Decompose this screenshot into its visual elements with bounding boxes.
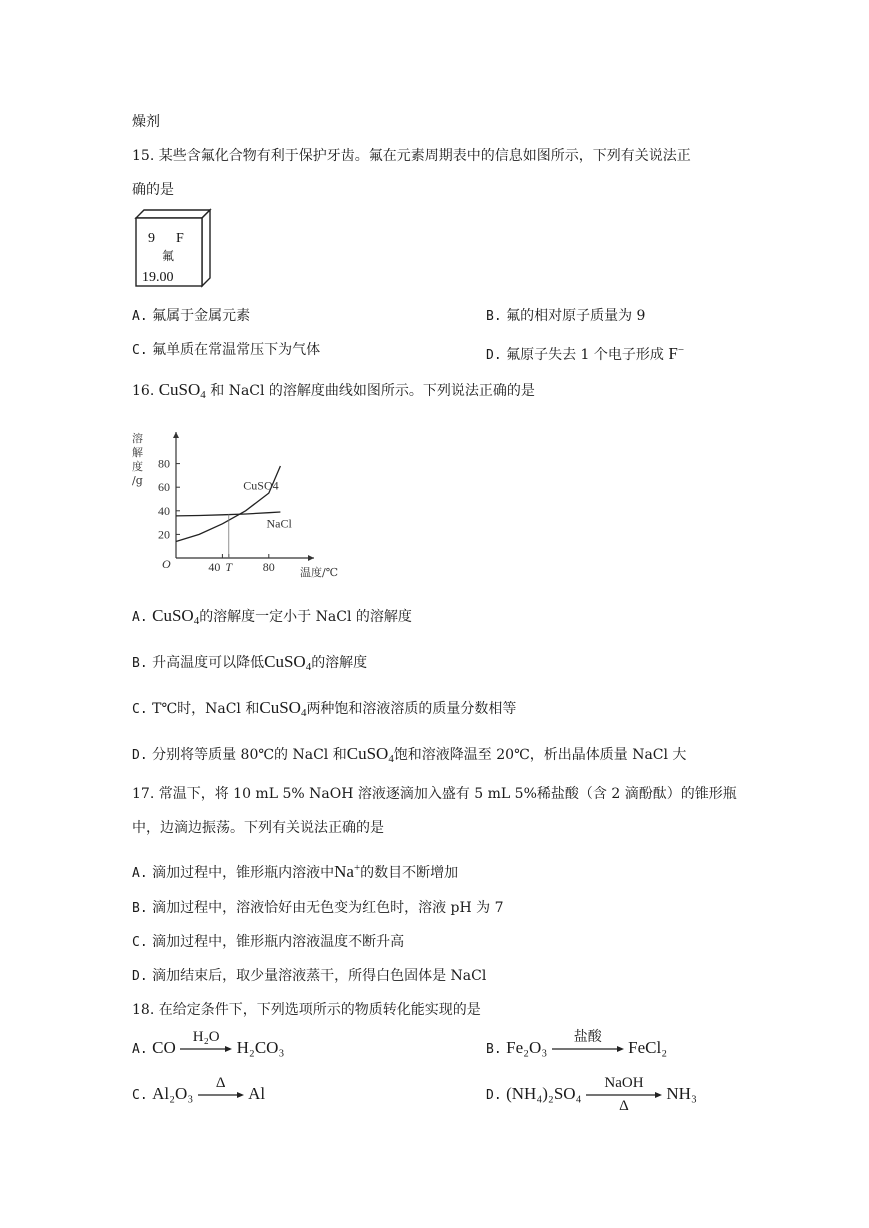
q17-option-c: C. 滴加过程中，锥形瓶内溶液温度不断升高: [132, 934, 405, 950]
reaction-arrow: Δ: [198, 1076, 244, 1114]
q18-option-d: D. (NH₄)₂SO₄ NaOH Δ NH₃: [486, 1075, 697, 1114]
chart-origin-label: O: [162, 557, 171, 571]
x-tick-label: T: [225, 560, 233, 574]
chart-x-label: 温度/℃: [300, 566, 339, 579]
q15-stem-text: 某些含氟化合物有利于保护牙齿。氟在元素周期表中的信息如图所示，下列有关说法正: [158, 148, 691, 164]
series-line-nacl: [176, 512, 280, 516]
q18-option-c: C. Al₂O₃ Δ Al: [132, 1076, 265, 1114]
y-tick-label: 60: [158, 480, 170, 495]
reaction-arrow: H₂O: [180, 1030, 232, 1068]
element-mass: 19.00: [142, 270, 174, 285]
element-name: 氟: [162, 249, 175, 263]
q18-option-b: B. Fe₂O₃ 盐酸 FeCl₂: [486, 1030, 667, 1068]
q17-option-d: D. 滴加结束后，取少量溶液蒸干，所得白色固体是 NaCl: [132, 968, 487, 984]
y-tick-label: 40: [158, 503, 170, 518]
chart-y-label: [132, 431, 143, 487]
sodium-ion: Na+: [334, 862, 361, 881]
q15-option-d: D. 氟原子失去 1 个电子形成 F−: [486, 344, 685, 363]
q15-number: 15.: [132, 148, 155, 164]
q15-option-a: A. 氟属于金属元素: [132, 308, 251, 324]
q16-number: 16.: [132, 383, 155, 399]
q16-option-d: D. 分别将等质量 80℃的 NaCl 和CuSO$_4$饱和溶液降温至 20℃，析出晶体质量 NaCl 大: [132, 744, 687, 765]
q18-number: 18.: [132, 1002, 155, 1018]
series-label-cuso4: CuSO4: [243, 478, 279, 493]
q16-option-a: A. CuSO$_4$的溶解度一定小于 NaCl 的溶解度: [132, 606, 412, 627]
q16-stem: 16. CuSO$_4$ 和 NaCl 的溶解度曲线如图所示。下列说法正确的是: [132, 380, 535, 401]
fluoride-ion: F−: [668, 344, 685, 363]
element-symbol: F: [176, 231, 184, 246]
y-tick-label: 20: [158, 527, 170, 542]
q18-stem: 18. 在给定条件下，下列选项所示的物质转化能实现的是: [132, 1002, 481, 1018]
q18-option-a: A. CO H₂O H₂CO₃: [132, 1030, 284, 1068]
y-tick-label: 80: [158, 456, 170, 471]
y-label-char: 解: [132, 446, 143, 459]
y-label-char: /g: [132, 474, 143, 487]
q16-option-c: C. T℃时，NaCl 和CuSO$_4$两种饱和溶液溶质的质量分数相等: [132, 698, 517, 719]
series-line-cuso4: [176, 466, 280, 542]
chart-axes: [173, 432, 314, 561]
element-card-figure: [128, 208, 218, 292]
q15-option-c: C. 氟单质在常温常压下为气体: [132, 342, 321, 358]
x-tick-label: 40: [208, 560, 221, 574]
solubility-chart: [128, 426, 358, 584]
q15-option-b: B. 氟的相对原子质量为 9: [486, 308, 646, 324]
q16-option-b: B. 升高温度可以降低CuSO$_4$的溶解度: [132, 652, 368, 673]
page-fragment-text: 燥剂: [132, 114, 160, 130]
q17-number: 17.: [132, 786, 155, 802]
q17-stem-line2: 中，边滴边振荡。下列有关说法正确的是: [132, 820, 384, 836]
q17-stem-line1: 17. 常温下，将 10 mL 5% NaOH 溶液逐滴加入盛有 5 mL 5%稀盐酸（含 2 滴酚酞）的锥形瓶: [132, 786, 737, 802]
reaction-arrow: NaOH Δ: [586, 1076, 662, 1114]
x-tick-label: 80: [262, 560, 275, 574]
series-label-nacl: NaCl: [266, 516, 292, 531]
element-atomic-number: 9: [148, 231, 155, 246]
q17-option-a: A. 滴加过程中，锥形瓶内溶液中Na+的数目不断增加: [132, 862, 459, 881]
reaction-arrow: 盐酸: [552, 1030, 624, 1068]
y-label-char: 度: [132, 460, 143, 473]
q15-stem-line1: [132, 146, 691, 166]
q17-option-b: B. 滴加过程中，溶液恰好由无色变为红色时，溶液 pH 为 7: [132, 900, 504, 916]
q15-stem-line2: 确的是: [132, 182, 174, 198]
y-label-char: 溶: [132, 432, 143, 445]
